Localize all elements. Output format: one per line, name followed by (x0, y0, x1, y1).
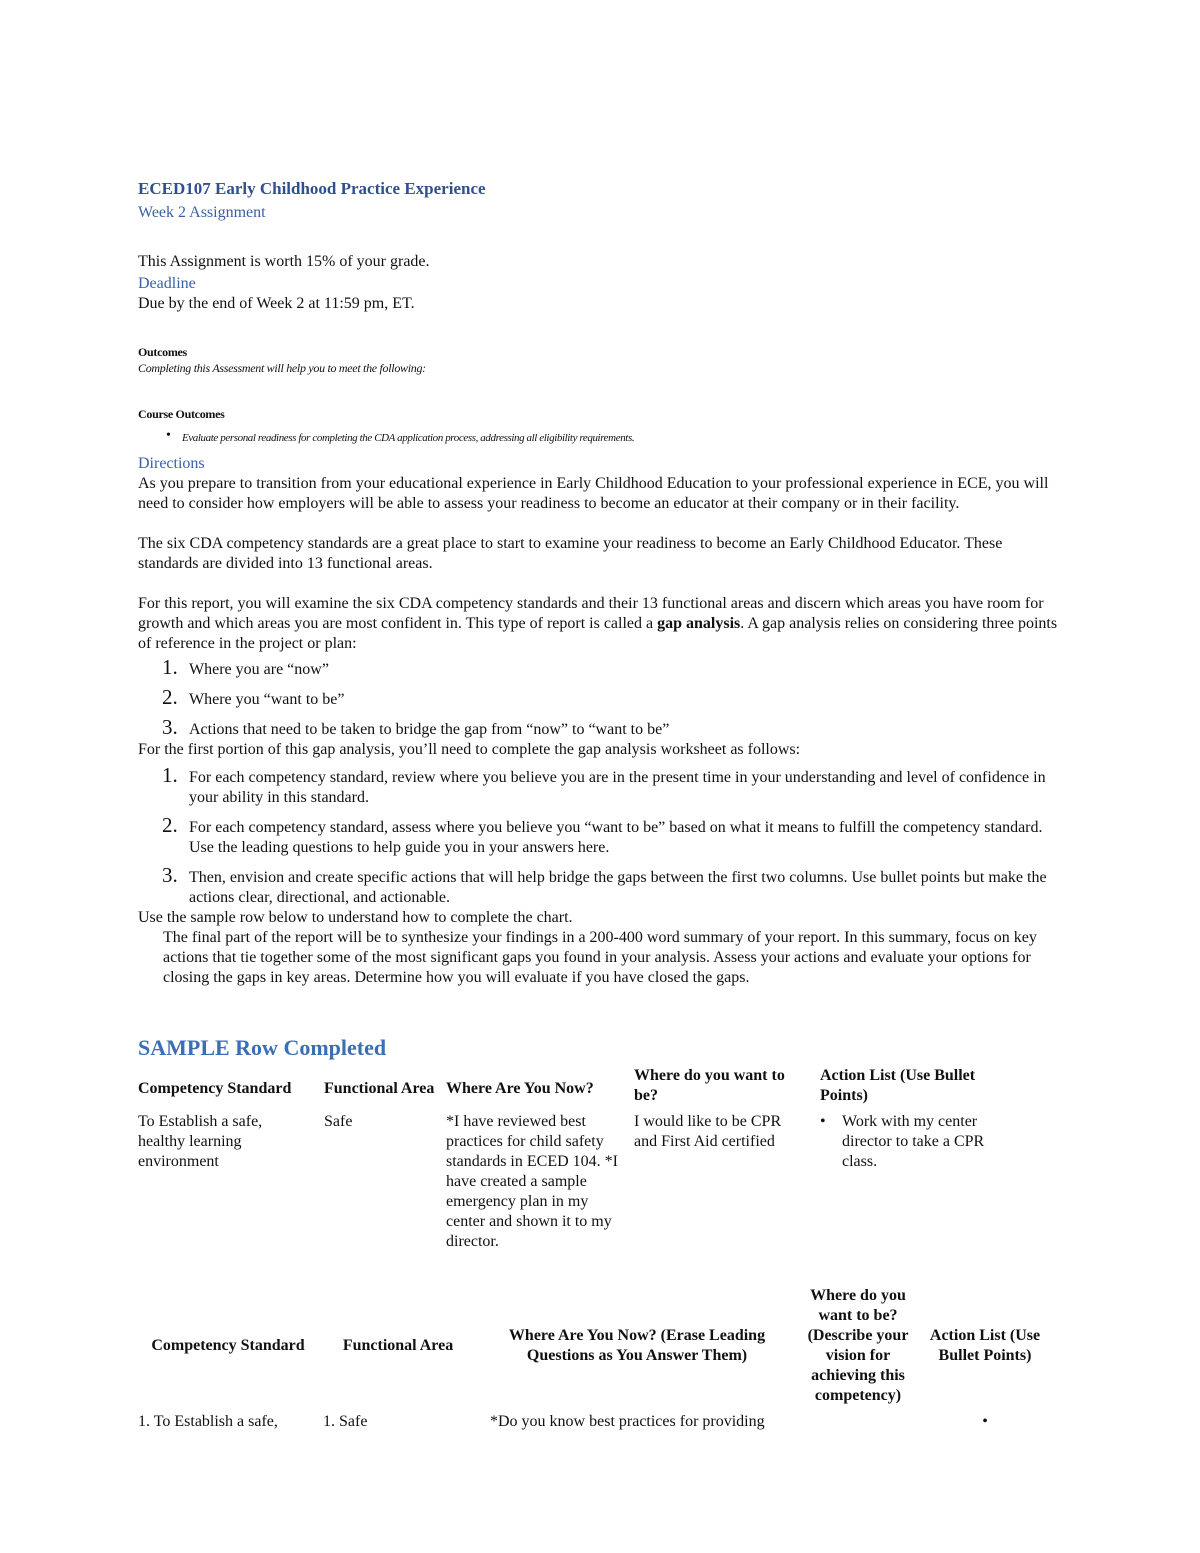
worksheet-steps-list (138, 763, 1058, 908)
deadline-text: Due by the end of Week 2 at 11:59 pm, ET. (138, 295, 415, 312)
directions-paragraph-5: Use the sample row below to understand how to complete the chart. (138, 909, 573, 926)
worksheet-col-standard: Competency Standard (151, 1337, 305, 1354)
worksheet-standard-cell[interactable]: 1. To Establish a safe, (138, 1413, 278, 1430)
worksheet-now-cell[interactable]: *Do you know best practices for providing (490, 1413, 765, 1430)
list-item: 2. Where you “want to be” (162, 685, 345, 709)
worksheet-action-cell[interactable]: • (982, 1413, 988, 1430)
worksheet-col-want: Where do you want to be? (Describe your vision for achieving this competency) (807, 1287, 909, 1404)
sample-col-action: Action List (Use Bullet Points) (820, 1067, 976, 1104)
sample-table (138, 1066, 1000, 1252)
outcomes-text: Completing this Assessment will help you to meet the following: (138, 361, 426, 375)
reference-points-list (138, 655, 1058, 740)
worksheet-col-now: Where Are You Now? (Erase Leading Questions as You Answer Them) (508, 1327, 766, 1364)
sample-col-now: Where Are You Now? (446, 1080, 594, 1097)
grade-worth-text: This Assignment is worth 15% of your grade. (138, 253, 430, 270)
directions-paragraph-1: As you prepare to transition from your educational experience in Early Childhood Education to your professional experience in ECE, you will need to consider how employers will be able to assess your readiness to become an educator at their company or in their facility. (138, 475, 1049, 512)
gap-analysis-term: gap analysis (657, 615, 741, 632)
bullet-icon: • (820, 1113, 826, 1130)
sample-col-want: Where do you want to be? (634, 1067, 785, 1104)
directions-heading: Directions (138, 455, 205, 472)
sample-standard-cell: To Establish a safe, healthy learning environment (138, 1113, 263, 1170)
worksheet-col-action: Action List (Use Bullet Points) (929, 1327, 1041, 1364)
list-item: 1. For each competency standard, review where you believe you are in the present time in your understanding and level of confidence in your ability in this standard. (162, 763, 1046, 806)
worksheet-col-area: Functional Area (342, 1337, 454, 1354)
directions-paragraph-6: The final part of the report will be to synthesize your findings in a 200-400 word summary of your report. In this summary, focus on key actions that tie together some of the most significant gaps you found in your analysis. Assess your actions and evaluate your options for closing the gaps in key areas. Determine how you will evaluate if you have closed the gaps. (163, 929, 1037, 986)
directions-paragraph-4: For the first portion of this gap analysis, you’ll need to complete the gap analysis worksheet as follows: (138, 741, 801, 758)
sample-heading: SAMPLE Row Completed (138, 1035, 387, 1060)
document-subtitle: Week 2 Assignment (138, 204, 266, 221)
course-outcome-text: Evaluate personal readiness for completing the CDA application process, addressing all eligibility requirements. (182, 432, 635, 444)
outcomes-heading: Outcomes (138, 345, 187, 359)
document-page (138, 178, 1058, 1432)
directions-paragraph-3 (138, 594, 1058, 654)
sample-area-cell: Safe (324, 1113, 353, 1130)
worksheet-want-cell[interactable] (796, 1406, 920, 1432)
gap-analysis-table (138, 1286, 1050, 1432)
sample-col-standard: Competency Standard (138, 1080, 292, 1097)
sample-want-cell: I would like to be CPR and First Aid certified (634, 1113, 782, 1150)
list-item: 1. Where you are “now” (162, 655, 329, 679)
sample-now-cell: *I have reviewed best practices for child safety standards in ECED 104. *I have created a sample emergency plan in my center and shown it to my director. (446, 1113, 618, 1250)
document-title: ECED107 Early Childhood Practice Experience (138, 179, 486, 198)
sample-col-area: Functional Area (324, 1080, 435, 1097)
list-item: 3. Actions that need to be taken to bridge the gap from “now” to “want to be” (162, 715, 670, 739)
course-outcomes-heading: Course Outcomes (138, 407, 225, 421)
p3-after: . A gap analysis relies on considering three points of reference in the project or plan: (138, 615, 1058, 652)
course-outcome-item (138, 430, 1058, 446)
directions-paragraph-2: The six CDA competency standards are a great place to start to examine your readiness to become an Early Childhood Educator. These standards are divided into 13 functional areas. (138, 535, 1003, 572)
bullet-icon: • (166, 428, 171, 443)
list-item: 3. Then, envision and create specific actions that will help bridge the gaps between the first two columns. Use bullet points but make the actions clear, directional, and actionable. (162, 863, 1047, 906)
p3-before: For this report, you will examine the six CDA competency standards and their 13 functional areas and discern which areas you have room for growth and which areas you are most confident in. This type of report is called a (138, 595, 1044, 632)
sample-action-cell: • Work with my center director to take a CPR class. (820, 1113, 985, 1170)
worksheet-area-cell[interactable]: 1. Safe (323, 1413, 368, 1430)
deadline-heading: Deadline (138, 275, 196, 292)
list-item: 2. For each competency standard, assess where you believe you “want to be” based on what it means to fulfill the competency standard. Use the leading questions to help guide you in your answers here. (162, 813, 1043, 856)
